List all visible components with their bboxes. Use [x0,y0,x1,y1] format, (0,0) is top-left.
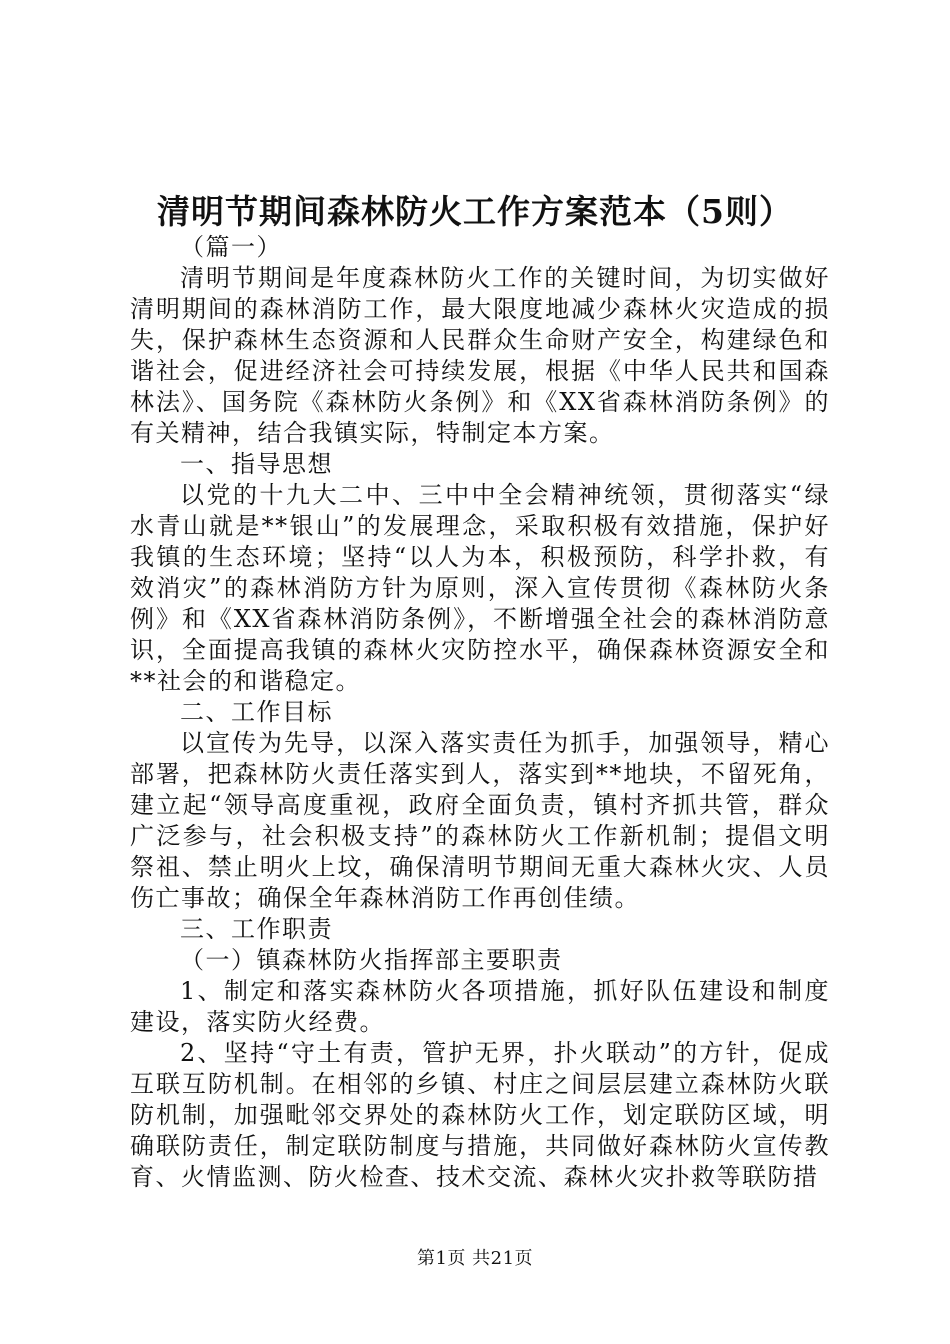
subheading-command-duties: （一）镇森林防火指挥部主要职责 [180,946,563,974]
heading-work-goals: 二、工作目标 [180,698,333,726]
list-item-1: 1、制定和落实森林防火各项措施，抓好队伍建设和制度建设，落实防火经费。 [130,977,830,1036]
list-item-2: 2、坚持“守土有责，管护无界，扑火联动”的方针，促成互联互防机制。在相邻的乡镇、村庄之间层层建立森林防火联防机制，加强毗邻交界处的森林防火工作，划定联防区域，明确联防责任，制定联防制度与措施，共同做好森林防火宣传教育、火情监测、防火检查、技术交流、森林火灾扑救等联防措 [130,1039,830,1191]
paragraph-work-goals: 以宣传为先导，以深入落实责任为抓手，加强领导，精心部署，把森林防火责任落实到人，落实到**地块，不留死角，建立起“领导高度重视，政府全面负责，镇村齐抓共管，群众广泛参与，社会积极支持”的森林防火工作新机制；提倡文明祭祖、禁止明火上坟，确保清明节期间无重大森林火灾、人员伤亡事故；确保全年森林消防工作再创佳绩。 [130,729,830,912]
page-footer: 第1页 共21页 [416,1248,534,1269]
intro-paragraph: 清明节期间是年度森林防火工作的关键时间，为切实做好清明期间的森林消防工作，最大限度地减少森林火灾造成的损失，保护森林生态资源和人民群众生命财产安全，构建绿色和谐社会，促进经济社会可持续发展，根据《中华人民共和国森林法》、国务院《森林防火条例》和《XX省森林消防条例》的有关精神，结合我镇实际，特制定本方案。 [130,264,830,447]
section-label: （篇一） [180,233,282,261]
document-body [130,232,830,1193]
paragraph-guiding-ideology: 以党的十九大二中、三中中全会精神统领，贯彻落实“绿水青山就是**银山”的发展理念，采取积极有效措施，保护好我镇的生态环境；坚持“以人为本，积极预防，科学扑救，有效消灾”的森林消防方针为原则，深入宣传贯彻《森林防火条例》和《XX省森林消防条例》，不断增强全社会的森林消防意识，全面提高我镇的森林火灾防控水平，确保森林资源安全和**社会的和谐稳定。 [130,481,830,695]
document-title: 清明节期间森林防火工作方案范本（5则） [157,192,793,231]
heading-work-duties: 三、工作职责 [180,915,333,943]
heading-guiding-ideology: 一、指导思想 [180,450,333,478]
